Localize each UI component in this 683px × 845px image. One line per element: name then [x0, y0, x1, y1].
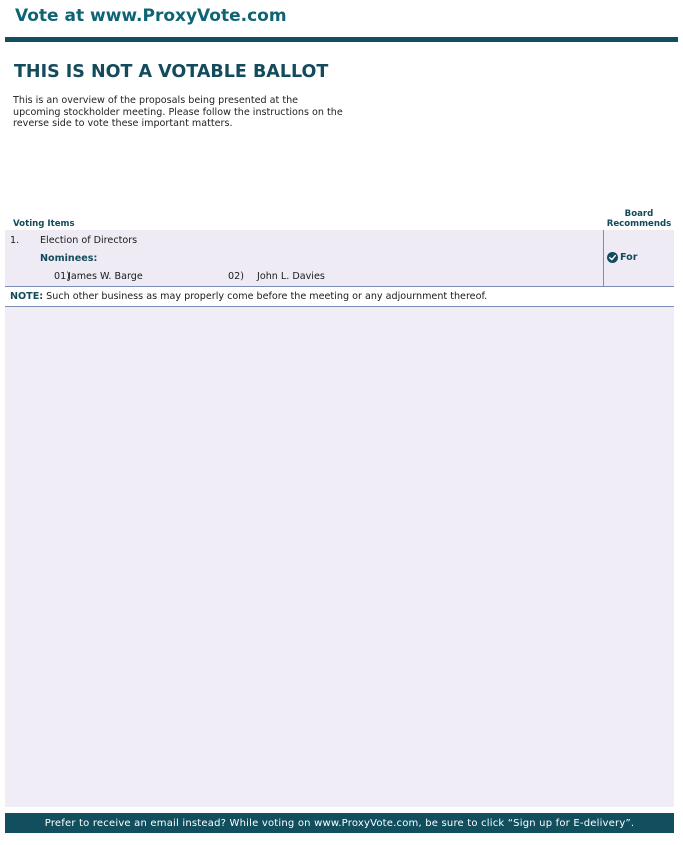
- nominee-number: 02): [228, 271, 244, 282]
- header-bar: [5, 37, 678, 42]
- recommendation-text: For: [620, 252, 638, 263]
- board-recommends-label: Board Recommends: [606, 209, 672, 229]
- item-number: 1.: [10, 235, 20, 246]
- board-recommendation: [607, 252, 638, 263]
- note-label: NOTE:: [10, 291, 44, 302]
- nominee-name: James W. Barge: [68, 271, 143, 282]
- item-label: Election of Directors: [40, 235, 138, 246]
- note-text: Such other business as may properly come before the meeting or any adjournment thereof.: [43, 291, 488, 302]
- footer-bar: [5, 813, 674, 833]
- nominee-name: John L. Davies: [257, 271, 325, 282]
- row-divider: [5, 286, 674, 287]
- footer-text: Prefer to receive an email instead? While voting on www.ProxyVote.com, be sure to click “Sign up for E-delivery”.: [44, 817, 635, 829]
- board-column-divider: [603, 230, 604, 286]
- check-circle-icon: [607, 252, 618, 263]
- blank-area: [5, 307, 674, 807]
- note: [10, 291, 487, 302]
- header-title: Vote at www.ProxyVote.com: [15, 6, 287, 26]
- nominees-label: Nominees:: [40, 253, 98, 264]
- voting-items-label: Voting Items: [13, 219, 75, 229]
- ballot-heading: THIS IS NOT A VOTABLE BALLOT: [14, 62, 329, 82]
- intro-text: This is an overview of the proposals being presented at the upcoming stockholder meeting. Please follow the instructions on the reverse side to vote these important matters.: [13, 95, 343, 129]
- nominee-number: 01): [54, 271, 70, 282]
